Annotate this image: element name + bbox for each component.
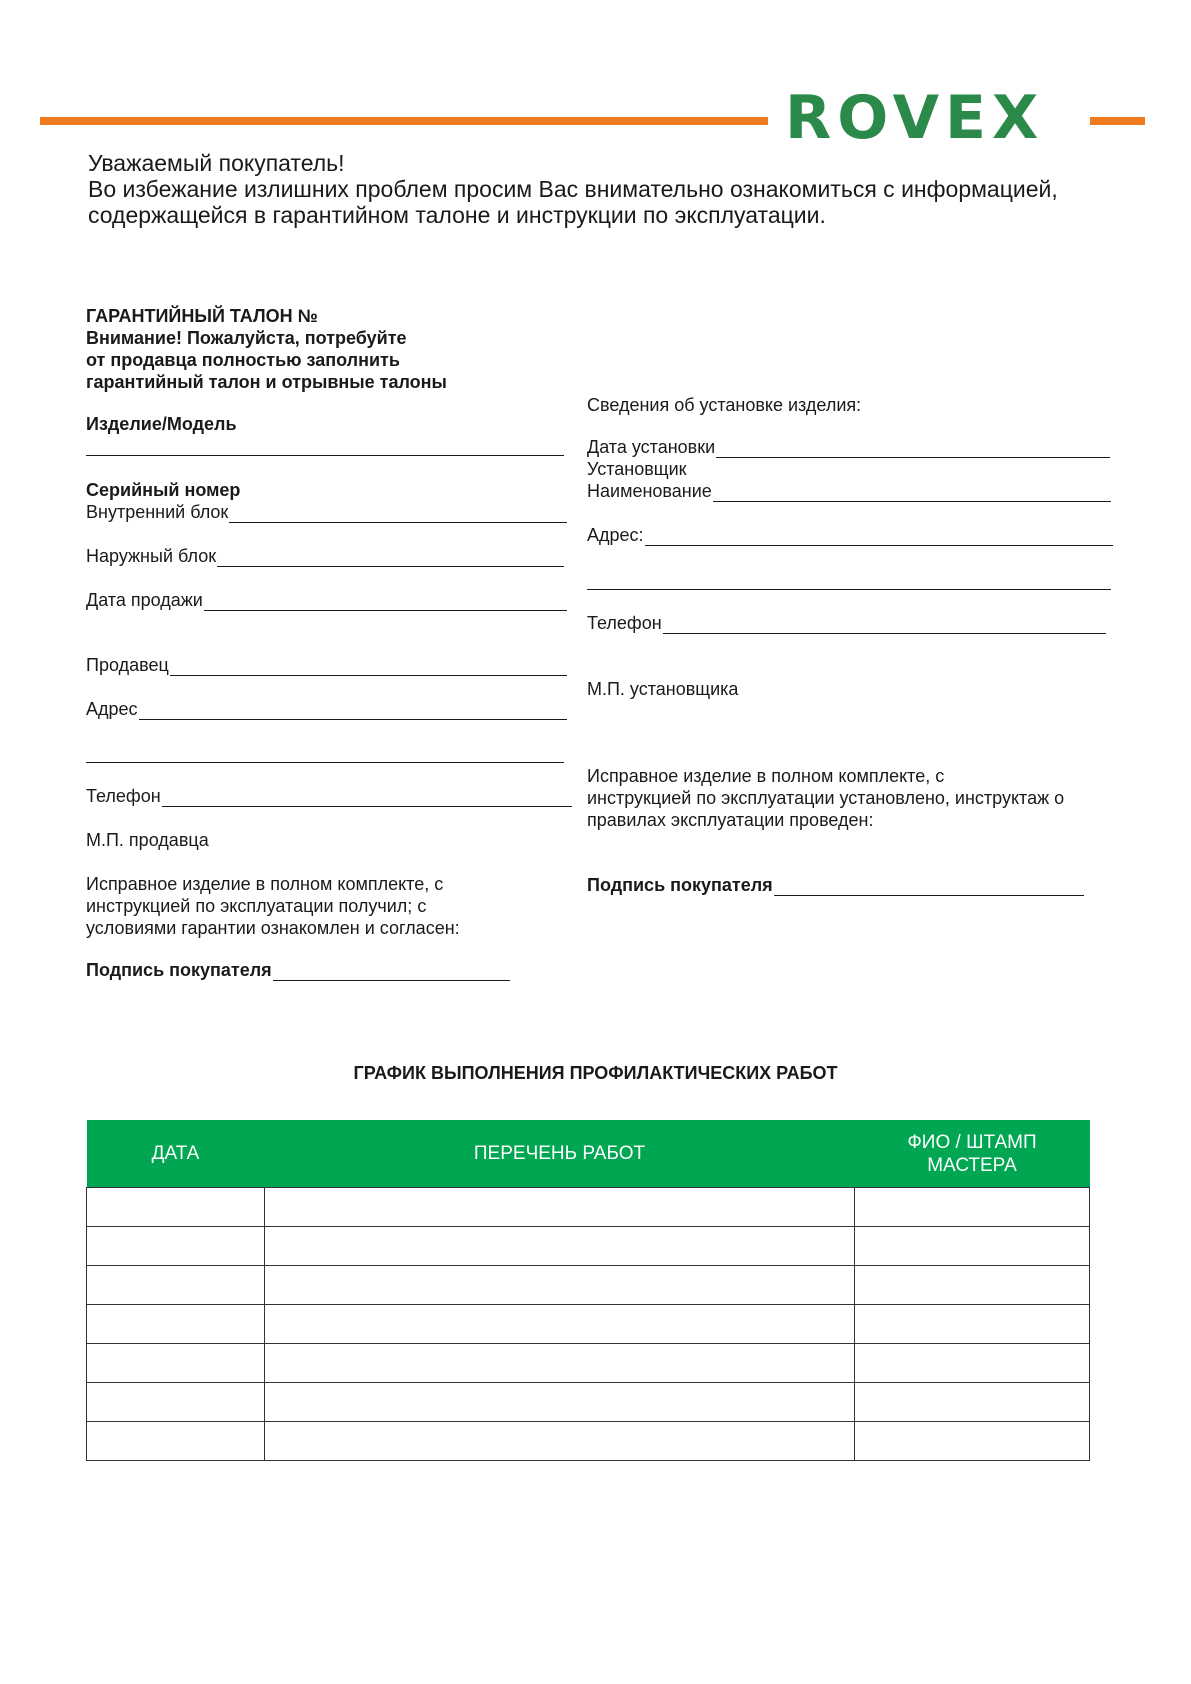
table-row	[87, 1266, 1090, 1305]
master-cell[interactable]	[855, 1188, 1090, 1227]
intro-line-2: содержащейся в гарантийном талоне и инструкции по эксплуатации.	[88, 202, 826, 228]
col-master-header-line-2: МАСТЕРА	[927, 1154, 1017, 1176]
model-field-line[interactable]	[86, 455, 564, 456]
master-cell[interactable]	[855, 1383, 1090, 1422]
master-cell[interactable]	[855, 1305, 1090, 1344]
header-accent-line-left	[40, 117, 768, 125]
buyer-signature-field-left[interactable]	[86, 959, 510, 981]
master-cell[interactable]	[855, 1422, 1090, 1461]
install-statement	[587, 765, 1064, 831]
date-cell[interactable]	[87, 1344, 265, 1383]
intro-line-1: Во избежание излишних проблем просим Вас внимательно ознакомиться с информацией,	[88, 176, 1058, 202]
col-master-header-line-1: ФИО / ШТАМП	[907, 1131, 1037, 1153]
works-cell[interactable]	[265, 1383, 855, 1422]
works-cell[interactable]	[265, 1344, 855, 1383]
installer-stamp-label: М.П. установщика	[587, 679, 739, 699]
install-statement-line-2: инструкцией по эксплуатации установлено, инструктаж о	[587, 788, 1065, 808]
installer-phone-field[interactable]	[587, 612, 1106, 634]
installer-address-label: Адрес:	[587, 525, 644, 545]
warranty-title: ГАРАНТИЙНЫЙ ТАЛОН №	[86, 306, 318, 326]
installer-address-field[interactable]	[587, 524, 1113, 546]
date-cell[interactable]	[87, 1383, 265, 1422]
works-cell[interactable]	[265, 1422, 855, 1461]
intro-greeting: Уважаемый покупатель!	[88, 150, 345, 176]
maintenance-schedule-table	[86, 1120, 1090, 1461]
master-cell[interactable]	[855, 1266, 1090, 1305]
install-date-label: Дата установки	[587, 437, 716, 457]
seller-address-label: Адрес	[86, 699, 138, 719]
col-master-header	[855, 1120, 1090, 1188]
buyer-signature-label-right: Подпись покупателя	[587, 875, 773, 895]
buyer-signature-label-left: Подпись покупателя	[86, 960, 272, 980]
date-cell[interactable]	[87, 1188, 265, 1227]
installer-address-line-2[interactable]	[587, 589, 1111, 590]
buyer-receipt-line-3: условиями гарантии ознакомлен и согласен:	[86, 918, 460, 938]
date-cell[interactable]	[87, 1305, 265, 1344]
seller-phone-field[interactable]	[86, 785, 572, 807]
table-row	[87, 1188, 1090, 1227]
schedule-title: ГРАФИК ВЫПОЛНЕНИЯ ПРОФИЛАКТИЧЕСКИХ РАБОТ	[353, 1063, 838, 1083]
warranty-notice-2: от продавца полностью заполнить	[86, 350, 400, 370]
brand-logo: ROVEX	[785, 83, 1045, 153]
install-statement-line-3: правилах эксплуатации проведен:	[587, 810, 874, 830]
seller-address-line-2[interactable]	[86, 762, 564, 763]
serial-label: Серийный номер	[86, 480, 241, 500]
schedule-header-row	[87, 1120, 1090, 1188]
table-row	[87, 1422, 1090, 1461]
table-row	[87, 1305, 1090, 1344]
installer-label: Установщик	[587, 459, 687, 479]
outdoor-unit-field[interactable]	[86, 545, 564, 567]
seller-stamp-label: М.П. продавца	[86, 830, 209, 850]
installer-name-label: Наименование	[587, 481, 712, 501]
install-date-field[interactable]	[587, 436, 1110, 458]
buyer-receipt-line-1: Исправное изделие в полном комплекте, с	[86, 874, 444, 894]
installer-name-field[interactable]	[587, 480, 1111, 502]
warranty-notice-3: гарантийный талон и отрывные талоны	[86, 372, 447, 392]
table-row	[87, 1227, 1090, 1266]
sale-date-field[interactable]	[86, 589, 567, 611]
buyer-signature-field-right[interactable]	[587, 874, 1084, 896]
works-cell[interactable]	[265, 1266, 855, 1305]
works-cell[interactable]	[265, 1188, 855, 1227]
table-row	[87, 1383, 1090, 1422]
sale-date-label: Дата продажи	[86, 590, 203, 610]
buyer-receipt-line-2: инструкцией по эксплуатации получил; с	[86, 896, 427, 916]
indoor-unit-label: Внутренний блок	[86, 502, 229, 522]
intro-text	[88, 150, 1058, 228]
date-cell[interactable]	[87, 1422, 265, 1461]
seller-label: Продавец	[86, 655, 169, 675]
seller-phone-label: Телефон	[86, 786, 161, 806]
outdoor-unit-label: Наружный блок	[86, 546, 217, 566]
seller-address-field[interactable]	[86, 698, 567, 720]
model-label: Изделие/Модель	[86, 414, 237, 434]
date-cell[interactable]	[87, 1266, 265, 1305]
table-row	[87, 1344, 1090, 1383]
works-cell[interactable]	[265, 1227, 855, 1266]
header-accent-line-right	[1090, 117, 1145, 125]
install-statement-line-1: Исправное изделие в полном комплекте, с	[587, 766, 945, 786]
col-date-header: ДАТА	[87, 1120, 265, 1188]
works-cell[interactable]	[265, 1305, 855, 1344]
seller-field[interactable]	[86, 654, 567, 676]
master-cell[interactable]	[855, 1344, 1090, 1383]
installer-phone-label: Телефон	[587, 613, 662, 633]
date-cell[interactable]	[87, 1227, 265, 1266]
col-works-header: ПЕРЕЧЕНЬ РАБОТ	[265, 1120, 855, 1188]
warranty-notice-1: Внимание! Пожалуйста, потребуйте	[86, 328, 407, 348]
master-cell[interactable]	[855, 1227, 1090, 1266]
install-info-heading: Сведения об установке изделия:	[587, 395, 862, 415]
indoor-unit-field[interactable]	[86, 501, 567, 523]
warranty-header	[86, 305, 447, 393]
buyer-receipt-statement	[86, 873, 460, 939]
